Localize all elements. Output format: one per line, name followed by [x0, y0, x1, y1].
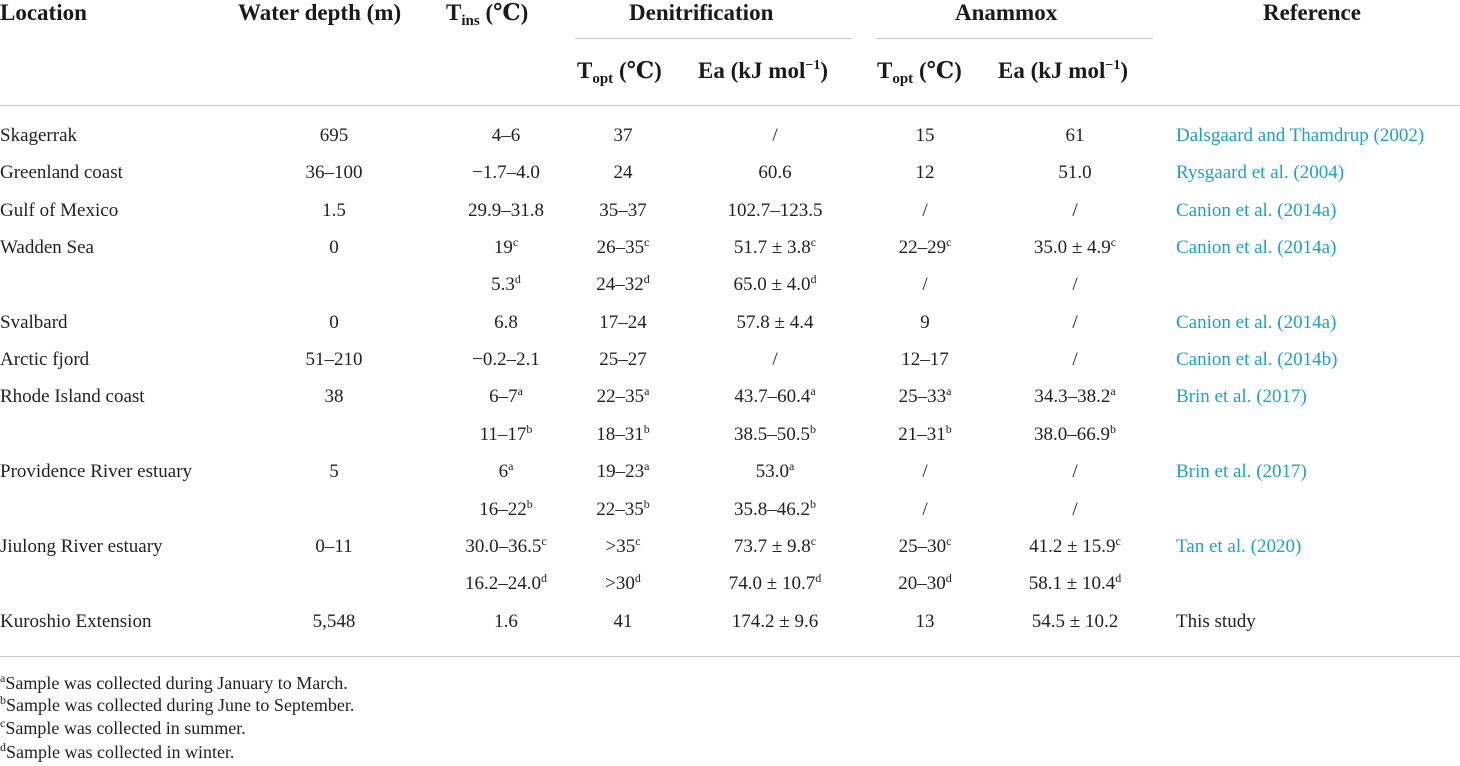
- footnote-mark: c: [635, 534, 641, 548]
- cell-water-depth: [315, 536, 352, 558]
- cell-denitrification-ea-text: 60.6: [758, 162, 792, 183]
- cell-anammox-topt-text: 20–30: [898, 573, 946, 594]
- cell-reference[interactable]: [1176, 386, 1307, 408]
- cell-anammox-ea-text: /: [1072, 349, 1078, 370]
- cell-denitrification-ea: [734, 274, 817, 296]
- footnote-mark: c: [1115, 534, 1121, 548]
- footnote-c: [0, 717, 246, 739]
- cell-denitrification-ea-text: 102.7–123.5: [727, 200, 823, 221]
- cell-denitrification-topt: [614, 611, 633, 633]
- cell-denitrification-topt: [605, 573, 641, 595]
- cell-anammox-topt: [901, 349, 949, 371]
- cell-denitrification-ea: [734, 237, 816, 259]
- cell-water-depth-text: 51–210: [305, 349, 363, 370]
- cell-denitrification-ea: [737, 312, 814, 334]
- cell-anammox-topt-text: /: [922, 499, 928, 520]
- cell-anammox-topt-text: 9: [920, 312, 930, 333]
- cell-denitrification-ea: [728, 200, 823, 222]
- cell-denitrification-topt: [614, 162, 633, 184]
- cell-anammox-topt-text: 13: [915, 611, 935, 632]
- header-reference: Reference: [1263, 0, 1361, 25]
- cell-denitrification-topt-text: 26–35: [596, 237, 645, 258]
- cell-water-depth: [322, 200, 346, 222]
- cell-tins: [489, 386, 523, 408]
- cell-anammox-ea-text: /: [1072, 200, 1078, 221]
- cell-water-depth-text: 5,548: [312, 611, 356, 632]
- footnote-mark: a: [644, 384, 650, 398]
- cell-water-depth-text: 1.5: [322, 200, 346, 221]
- cell-anammox-ea: [1072, 274, 1077, 296]
- cell-anammox-ea-text: 38.0–66.9: [1034, 424, 1110, 445]
- cell-reference-text: Rysgaard et al. (2004): [1176, 162, 1345, 183]
- cell-tins: [465, 573, 547, 595]
- cell-reference[interactable]: [1176, 162, 1344, 184]
- cell-denitrification-topt-text: 37: [613, 125, 633, 146]
- cell-location: [0, 349, 89, 371]
- cell-location: [0, 611, 151, 633]
- cell-anammox-ea-text: 34.3–38.2: [1034, 386, 1111, 407]
- footnote-mark: b: [1110, 422, 1116, 436]
- footnote-mark: b: [526, 497, 533, 511]
- header-bottom-rule: [0, 105, 1460, 106]
- footnote-mark: a: [644, 459, 650, 473]
- footnote-text: Sample was collected in winter.: [6, 742, 235, 762]
- footnote-mark: c: [644, 235, 650, 249]
- cell-reference[interactable]: [1176, 312, 1336, 334]
- cell-anammox-topt: [898, 424, 952, 446]
- cell-anammox-topt: [920, 312, 930, 334]
- cell-location-text: Rhode Island coast: [0, 386, 145, 407]
- cell-location-text: Svalbard: [0, 312, 68, 333]
- cell-anammox-ea: [1034, 386, 1115, 408]
- cell-denitrification-ea: [734, 386, 815, 408]
- anammox-group-rule: [876, 38, 1153, 39]
- footnote-mark: d: [643, 272, 650, 286]
- footnote-mark: c: [0, 716, 6, 730]
- cell-tins-text: 19: [493, 237, 513, 258]
- cell-denitrification-ea-text: 53.0: [755, 461, 789, 482]
- cell-reference-text: Brin et al. (2017): [1176, 461, 1307, 482]
- cell-anammox-ea-text: 54.5 ± 10.2: [1031, 611, 1119, 632]
- cell-anammox-topt: [922, 274, 927, 296]
- cell-anammox-ea-text: 51.0: [1058, 162, 1092, 183]
- footnote-mark: c: [541, 534, 547, 548]
- cell-tins: [492, 125, 521, 147]
- cell-location: [0, 125, 77, 147]
- cell-water-depth-text: 0–11: [315, 536, 353, 557]
- cell-denitrification-topt-text: 22–35: [596, 386, 645, 407]
- cell-denitrification-topt: [596, 499, 650, 521]
- footnote-mark: b: [810, 422, 816, 436]
- cell-anammox-ea: [1034, 237, 1116, 259]
- cell-anammox-topt: [916, 611, 935, 633]
- cell-tins-text: 6–7: [489, 386, 518, 407]
- cell-denitrification-ea-text: /: [772, 349, 778, 370]
- cell-anammox-ea-text: /: [1072, 274, 1078, 295]
- cell-anammox-ea: [1032, 611, 1118, 633]
- footnote-mark: d: [541, 571, 547, 585]
- footnote-mark: d: [945, 571, 952, 585]
- cell-location-text: Skagerrak: [0, 125, 78, 146]
- cell-anammox-ea-text: /: [1072, 461, 1078, 482]
- cell-denitrification-topt: [597, 386, 650, 408]
- cell-anammox-ea: [1029, 536, 1121, 558]
- cell-denitrification-ea-text: 174.2 ± 9.6: [731, 611, 819, 632]
- footnote-mark: a: [508, 459, 514, 473]
- cell-anammox-topt-text: 15: [915, 125, 935, 146]
- cell-anammox-topt-text: 22–29: [898, 237, 947, 258]
- cell-tins-text: 16.2–24.0: [465, 573, 541, 594]
- cell-anammox-ea: [1066, 125, 1085, 147]
- cell-anammox-topt: [899, 237, 952, 259]
- footnote-mark: d: [0, 740, 6, 754]
- cell-location-text: Jiulong River estuary: [0, 536, 163, 557]
- cell-water-depth: [325, 386, 344, 408]
- cell-location-text: Arctic fjord: [0, 349, 90, 370]
- cell-denitrification-ea-text: 43.7–60.4: [734, 386, 811, 407]
- footnote-mark: a: [517, 384, 523, 398]
- cell-denitrification-topt: [599, 200, 647, 222]
- cell-tins-text: −0.2–2.1: [472, 349, 540, 370]
- cell-anammox-topt: [916, 125, 935, 147]
- footnote-mark: b: [0, 693, 6, 707]
- footnote-text: Sample was collected in summer.: [5, 718, 246, 738]
- cell-denitrification-ea: [756, 461, 795, 483]
- header-tins: $T_{ins}$ (℃): [446, 0, 529, 29]
- footnote-a: [0, 672, 348, 694]
- footnote-mark: c: [810, 534, 817, 548]
- cell-denitrification-topt: [599, 349, 647, 371]
- cell-denitrification-topt-text: 19–23: [596, 461, 645, 482]
- cell-denitrification-topt-text: >35: [605, 536, 636, 557]
- cell-anammox-ea: [1034, 424, 1116, 446]
- cell-tins-text: 5.3: [491, 274, 515, 295]
- cell-tins: [494, 237, 518, 259]
- footnote-text: Sample was collected during January to March.: [5, 673, 348, 693]
- header-location: Location: [0, 0, 87, 25]
- header-anammox-topt: $T_{opt}$ (℃): [877, 58, 962, 87]
- cell-denitrification-ea-text: 51.7 ± 3.8: [733, 237, 811, 258]
- cell-tins-text: 6: [498, 461, 509, 482]
- cell-location: [0, 237, 94, 259]
- cell-denitrification-ea-text: 65.0 ± 4.0: [733, 274, 811, 295]
- footnote-mark: d: [810, 272, 817, 286]
- cell-water-depth: [329, 312, 339, 334]
- footnote-d: [0, 741, 234, 763]
- cell-tins: [494, 611, 518, 633]
- cell-reference[interactable]: [1176, 536, 1301, 558]
- cell-anammox-ea-text: 61: [1065, 125, 1085, 146]
- footnote-mark: b: [945, 422, 952, 436]
- cell-location: [0, 386, 145, 408]
- footnote-mark: b: [643, 497, 650, 511]
- cell-tins: [468, 200, 544, 222]
- cell-tins: [465, 536, 546, 558]
- cell-denitrification-ea-text: 74.0 ± 10.7: [728, 573, 816, 594]
- cell-reference[interactable]: [1176, 237, 1336, 259]
- cell-tins: [472, 349, 540, 371]
- cell-anammox-ea-text: 41.2 ± 15.9: [1029, 536, 1116, 557]
- cell-water-depth: [313, 611, 356, 633]
- cell-anammox-topt-text: 25–33: [898, 386, 947, 407]
- footnote-mark: c: [1110, 235, 1117, 249]
- cell-reference-text: Canion et al. (2014a): [1176, 200, 1337, 221]
- footnote-mark: d: [1115, 571, 1122, 585]
- cell-denitrification-ea: [772, 349, 777, 371]
- footnote-mark: d: [815, 571, 822, 585]
- cell-denitrification-ea-text: 57.8 ± 4.4: [736, 312, 814, 333]
- cell-denitrification-topt-text: 24: [613, 162, 633, 183]
- cell-anammox-topt-text: 21–31: [898, 424, 946, 445]
- cell-denitrification-ea-text: 73.7 ± 9.8: [733, 536, 811, 557]
- cell-reference-text: This study: [1176, 611, 1256, 632]
- cell-reference[interactable]: [1176, 125, 1424, 147]
- footnote-mark: b: [526, 422, 533, 436]
- cell-water-depth: [329, 461, 339, 483]
- cell-tins-text: 30.0–36.5: [465, 536, 542, 557]
- footnote-mark: c: [946, 534, 952, 548]
- cell-water-depth: [306, 349, 363, 371]
- header-denitrification-topt: $T_{opt}$ (℃): [577, 58, 662, 87]
- cell-denitrification-ea: [732, 611, 818, 633]
- cell-anammox-topt: [899, 536, 952, 558]
- cell-denitrification-ea: [734, 536, 816, 558]
- cell-water-depth-text: 38: [324, 386, 344, 407]
- cell-denitrification-topt-text: 22–35: [596, 499, 644, 520]
- cell-location: [0, 461, 192, 483]
- cell-anammox-topt: [922, 461, 927, 483]
- cell-water-depth-text: 0: [329, 312, 339, 333]
- footnote-mark: a: [0, 671, 6, 685]
- cell-denitrification-topt-text: 18–31: [596, 424, 644, 445]
- cell-tins-text: 29.9–31.8: [468, 200, 544, 221]
- cell-water-depth-text: 695: [319, 125, 349, 146]
- cell-tins: [480, 424, 533, 446]
- footnote-mark: d: [634, 571, 641, 585]
- cell-denitrification-ea-text: 35.8–46.2: [734, 499, 810, 520]
- cell-water-depth: [329, 237, 339, 259]
- cell-denitrification-topt-text: 24–32: [596, 274, 644, 295]
- footnote-mark: a: [810, 384, 816, 398]
- cell-denitrification-topt: [596, 424, 650, 446]
- cell-tins: [494, 312, 518, 334]
- cell-anammox-ea: [1029, 573, 1121, 595]
- cell-anammox-ea-text: /: [1072, 312, 1078, 333]
- cell-reference[interactable]: [1176, 461, 1307, 483]
- header-anammox: Anammox: [955, 0, 1058, 25]
- footnote-mark: c: [946, 235, 952, 249]
- cell-anammox-ea-text: 35.0 ± 4.9: [1033, 237, 1111, 258]
- cell-denitrification-topt-text: 17–24: [599, 312, 647, 333]
- cell-tins: [499, 461, 514, 483]
- cell-water-depth-text: 36–100: [305, 162, 363, 183]
- cell-anammox-topt: [899, 386, 952, 408]
- cell-denitrification-ea: [734, 424, 816, 446]
- cell-denitrification-topt: [599, 312, 647, 334]
- table-bottom-rule: [0, 656, 1460, 657]
- cell-location-text: Providence River estuary: [0, 461, 193, 482]
- cell-tins: [479, 499, 533, 521]
- cell-denitrification-topt-text: 35–37: [599, 200, 647, 221]
- cell-reference-text: Canion et al. (2014a): [1176, 312, 1337, 333]
- cell-anammox-ea: [1072, 499, 1077, 521]
- cell-denitrification-topt-text: 41: [613, 611, 633, 632]
- cell-location-text: Wadden Sea: [0, 237, 94, 258]
- cell-denitrification-topt: [596, 274, 650, 296]
- footnote-mark: a: [1110, 384, 1116, 398]
- footnote-b: [0, 694, 354, 716]
- header-denitrification-ea: Ea (kJ mol$^{-1}$): [698, 58, 828, 83]
- cell-location: [0, 200, 118, 222]
- cell-anammox-topt-text: /: [922, 461, 928, 482]
- cell-anammox-ea: [1072, 349, 1077, 371]
- cell-reference-text: Brin et al. (2017): [1176, 386, 1307, 407]
- cell-tins: [491, 274, 521, 296]
- cell-anammox-topt-text: /: [922, 200, 928, 221]
- cell-reference-text: Dalsgaard and Thamdrup (2002): [1176, 125, 1425, 146]
- cell-anammox-topt-text: 12–17: [901, 349, 949, 370]
- cell-reference-text: Tan et al. (2020): [1176, 536, 1302, 557]
- footnote-mark: a: [788, 459, 795, 473]
- cell-denitrification-ea: [729, 573, 821, 595]
- header-anammox-ea: Ea (kJ mol$^{-1}$): [998, 58, 1128, 83]
- cell-tins-text: 1.6: [494, 611, 518, 632]
- cell-anammox-topt: [922, 200, 927, 222]
- cell-denitrification-ea-text: 38.5–50.5: [734, 424, 810, 445]
- cell-tins: [472, 162, 540, 184]
- cell-denitrification-ea: [772, 125, 777, 147]
- cell-denitrification-topt-text: >30: [605, 573, 635, 594]
- cell-tins-text: −1.7–4.0: [472, 162, 540, 183]
- footnote-mark: a: [946, 384, 952, 398]
- cell-location-text: Gulf of Mexico: [0, 200, 119, 221]
- header-water-depth: Water depth (m): [238, 0, 402, 25]
- cell-anammox-topt: [916, 162, 935, 184]
- cell-water-depth: [306, 162, 363, 184]
- cell-water-depth-text: 0: [329, 237, 339, 258]
- cell-anammox-topt: [922, 499, 927, 521]
- footnote-mark: b: [643, 422, 650, 436]
- cell-anammox-ea: [1058, 162, 1091, 184]
- cell-denitrification-topt-text: 25–27: [599, 349, 647, 370]
- cell-location: [0, 536, 163, 558]
- footnote-mark: c: [810, 235, 817, 249]
- cell-reference[interactable]: [1176, 200, 1336, 222]
- cell-anammox-ea: [1072, 461, 1077, 483]
- cell-water-depth-text: 5: [329, 461, 339, 482]
- cell-tins-text: 11–17: [479, 424, 527, 445]
- cell-anammox-topt: [898, 573, 952, 595]
- cell-tins-text: 6.8: [494, 312, 518, 333]
- header-denitrification: Denitrification: [629, 0, 774, 25]
- denitrification-group-rule: [575, 38, 852, 39]
- cell-reference: [1176, 611, 1256, 633]
- footnote-mark: d: [514, 272, 521, 286]
- footnote-text: Sample was collected during June to September.: [6, 695, 355, 715]
- cell-tins-text: 16–22: [479, 499, 527, 520]
- cell-anammox-ea: [1072, 200, 1077, 222]
- cell-denitrification-topt: [605, 536, 640, 558]
- cell-reference-text: Canion et al. (2014a): [1176, 237, 1337, 258]
- cell-anammox-ea: [1072, 312, 1077, 334]
- cell-denitrification-ea: [758, 162, 791, 184]
- cell-reference-text: Canion et al. (2014b): [1176, 349, 1338, 370]
- cell-anammox-ea-text: /: [1072, 499, 1078, 520]
- cell-anammox-topt-text: 25–30: [898, 536, 947, 557]
- footnote-mark: c: [512, 235, 519, 249]
- cell-location-text: Greenland coast: [0, 162, 123, 183]
- cell-denitrification-ea-text: /: [772, 125, 778, 146]
- cell-water-depth: [320, 125, 349, 147]
- footnote-mark: b: [810, 497, 816, 511]
- cell-anammox-ea-text: 58.1 ± 10.4: [1028, 573, 1116, 594]
- cell-reference[interactable]: [1176, 349, 1337, 371]
- cell-location-text: Kuroshio Extension: [0, 611, 152, 632]
- cell-denitrification-topt: [597, 461, 650, 483]
- cell-denitrification-ea: [734, 499, 816, 521]
- cell-anammox-topt-text: /: [922, 274, 928, 295]
- cell-denitrification-topt: [614, 125, 633, 147]
- cell-denitrification-topt: [597, 237, 650, 259]
- cell-location: [0, 162, 123, 184]
- cell-tins-text: 4–6: [491, 125, 521, 146]
- cell-anammox-topt-text: 12: [915, 162, 935, 183]
- cell-location: [0, 312, 68, 334]
